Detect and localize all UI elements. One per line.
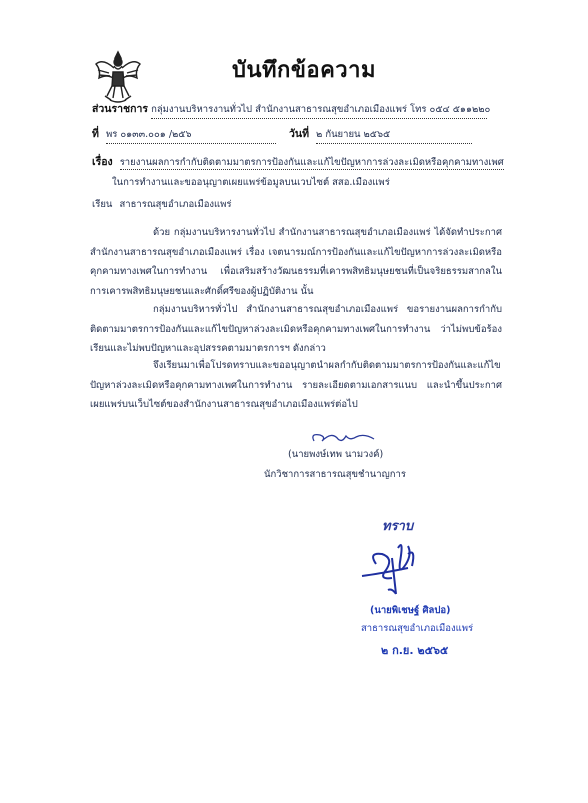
date-line [289,127,472,144]
reference-line [92,127,276,144]
approval-date: ๒ ก.ย. ๒๕๖๕ [381,644,449,657]
agency-label: ส่วนราชการ [92,103,149,115]
salutation-label: เรียน [92,199,113,210]
approval-note: ทราบ [382,519,414,534]
approval-signature-image [348,518,458,600]
date-label: วันที่ [289,128,309,140]
reference-value: พร ๐๑๓๓.๐๐๑ /๒๕๖ [106,128,276,144]
body-paragraph-2: กลุ่มงานบริหารทั่วไป สำนักงานสาธารณสุขอำเภอเมืองแพร่ ขอรายงานผลการกำกับติดตามมาตรการป้องกันและแก้ไขปัญหาล่วงละเมิดหรือคุกคามทางเพศในการทำงาน ว่าไม่พบข้อร้องเรียนและไม่พบปัญหาและอุปสรรคตามมาตรการฯ ดังกล่าว [90,304,502,355]
signature-image [308,427,380,447]
subject-text-line2: ในการทำงานและขออนุญาตเผยแพร่ข้อมูลบนเวบไซต์ สสอ.เมืองแพร่ [112,177,390,188]
signer-name: (นายพงษ์เทพ นามวงค์) [288,449,384,460]
subject-text-line1: รายงานผลการกำกับติดตามมาตรการป้องกันและแก้ไขปัญหาการล่วงละเมิดหรือคุกคามทางเพศ [119,157,504,168]
date-value: ๒ กันยายน ๒๕๖๕ [316,128,472,144]
body-paragraph-3: จึงเรียนมาเพื่อโปรดทราบและขออนุญาตนำผลกำกับติดตามมาตรการป้องกันและแก้ไขปัญหาล่วงละเมิดหรือคุกคามทางเพศในการทำงาน รายละเอียดตามเอกสารแนบ และนำขึ้นประกาศเผยแพร่บนเว็บไซต์ของสำนักงานสาธารณสุขอำเภอเมืองแพร่ต่อไป [90,360,502,411]
approval-name: (นายพิเชษฐ์ ศิลปอ) [370,605,451,616]
salutation-value: สาธารณสุขอำเภอเมืองแพร่ [119,199,232,210]
salutation [92,198,232,212]
reference-label: ที่ [92,128,99,140]
agency-line [92,102,491,119]
signer-position: นักวิชาการสาธารณสุขชำนาญการ [264,469,406,480]
approval-position: สาธารณสุขอำเภอเมืองแพร่ [361,623,474,634]
body-paragraph-1: ด้วย กลุ่มงานบริหารงานทั่วไป สำนักงานสาธารณสุขอำเภอเมืองแพร่ ได้จัดทำประกาศสำนักงานสาธารณสุขอำเภอเมืองแพร่ เรื่อง เจตนารมณ์การป้องกันและแก้ไขปัญหาการล่วงละเมิดหรือคุกคามทางเพศในการทำงาน เพื่อเสริมสร้างวัฒนธรรมที่เคารพสิทธิมนุษยชนที่เป็นจริยธรรมสากลในการเคารพสิทธิมนุษยชนและศักดิ์ศรีของผู้ปฏิบัติงาน นั้น [90,227,502,297]
agency-value: กลุ่มงานบริหารงานทั่วไป สำนักงานสาธารณสุขอำเภอเมืองแพร่ โทร ๐๕๔ ๕๑๑๒๒๐ [151,103,487,119]
garuda-emblem-icon [93,48,143,104]
subject-label: เรื่อง [92,156,113,168]
memo-title: บันทึกข้อความ [232,58,377,83]
subject-line [92,155,504,170]
